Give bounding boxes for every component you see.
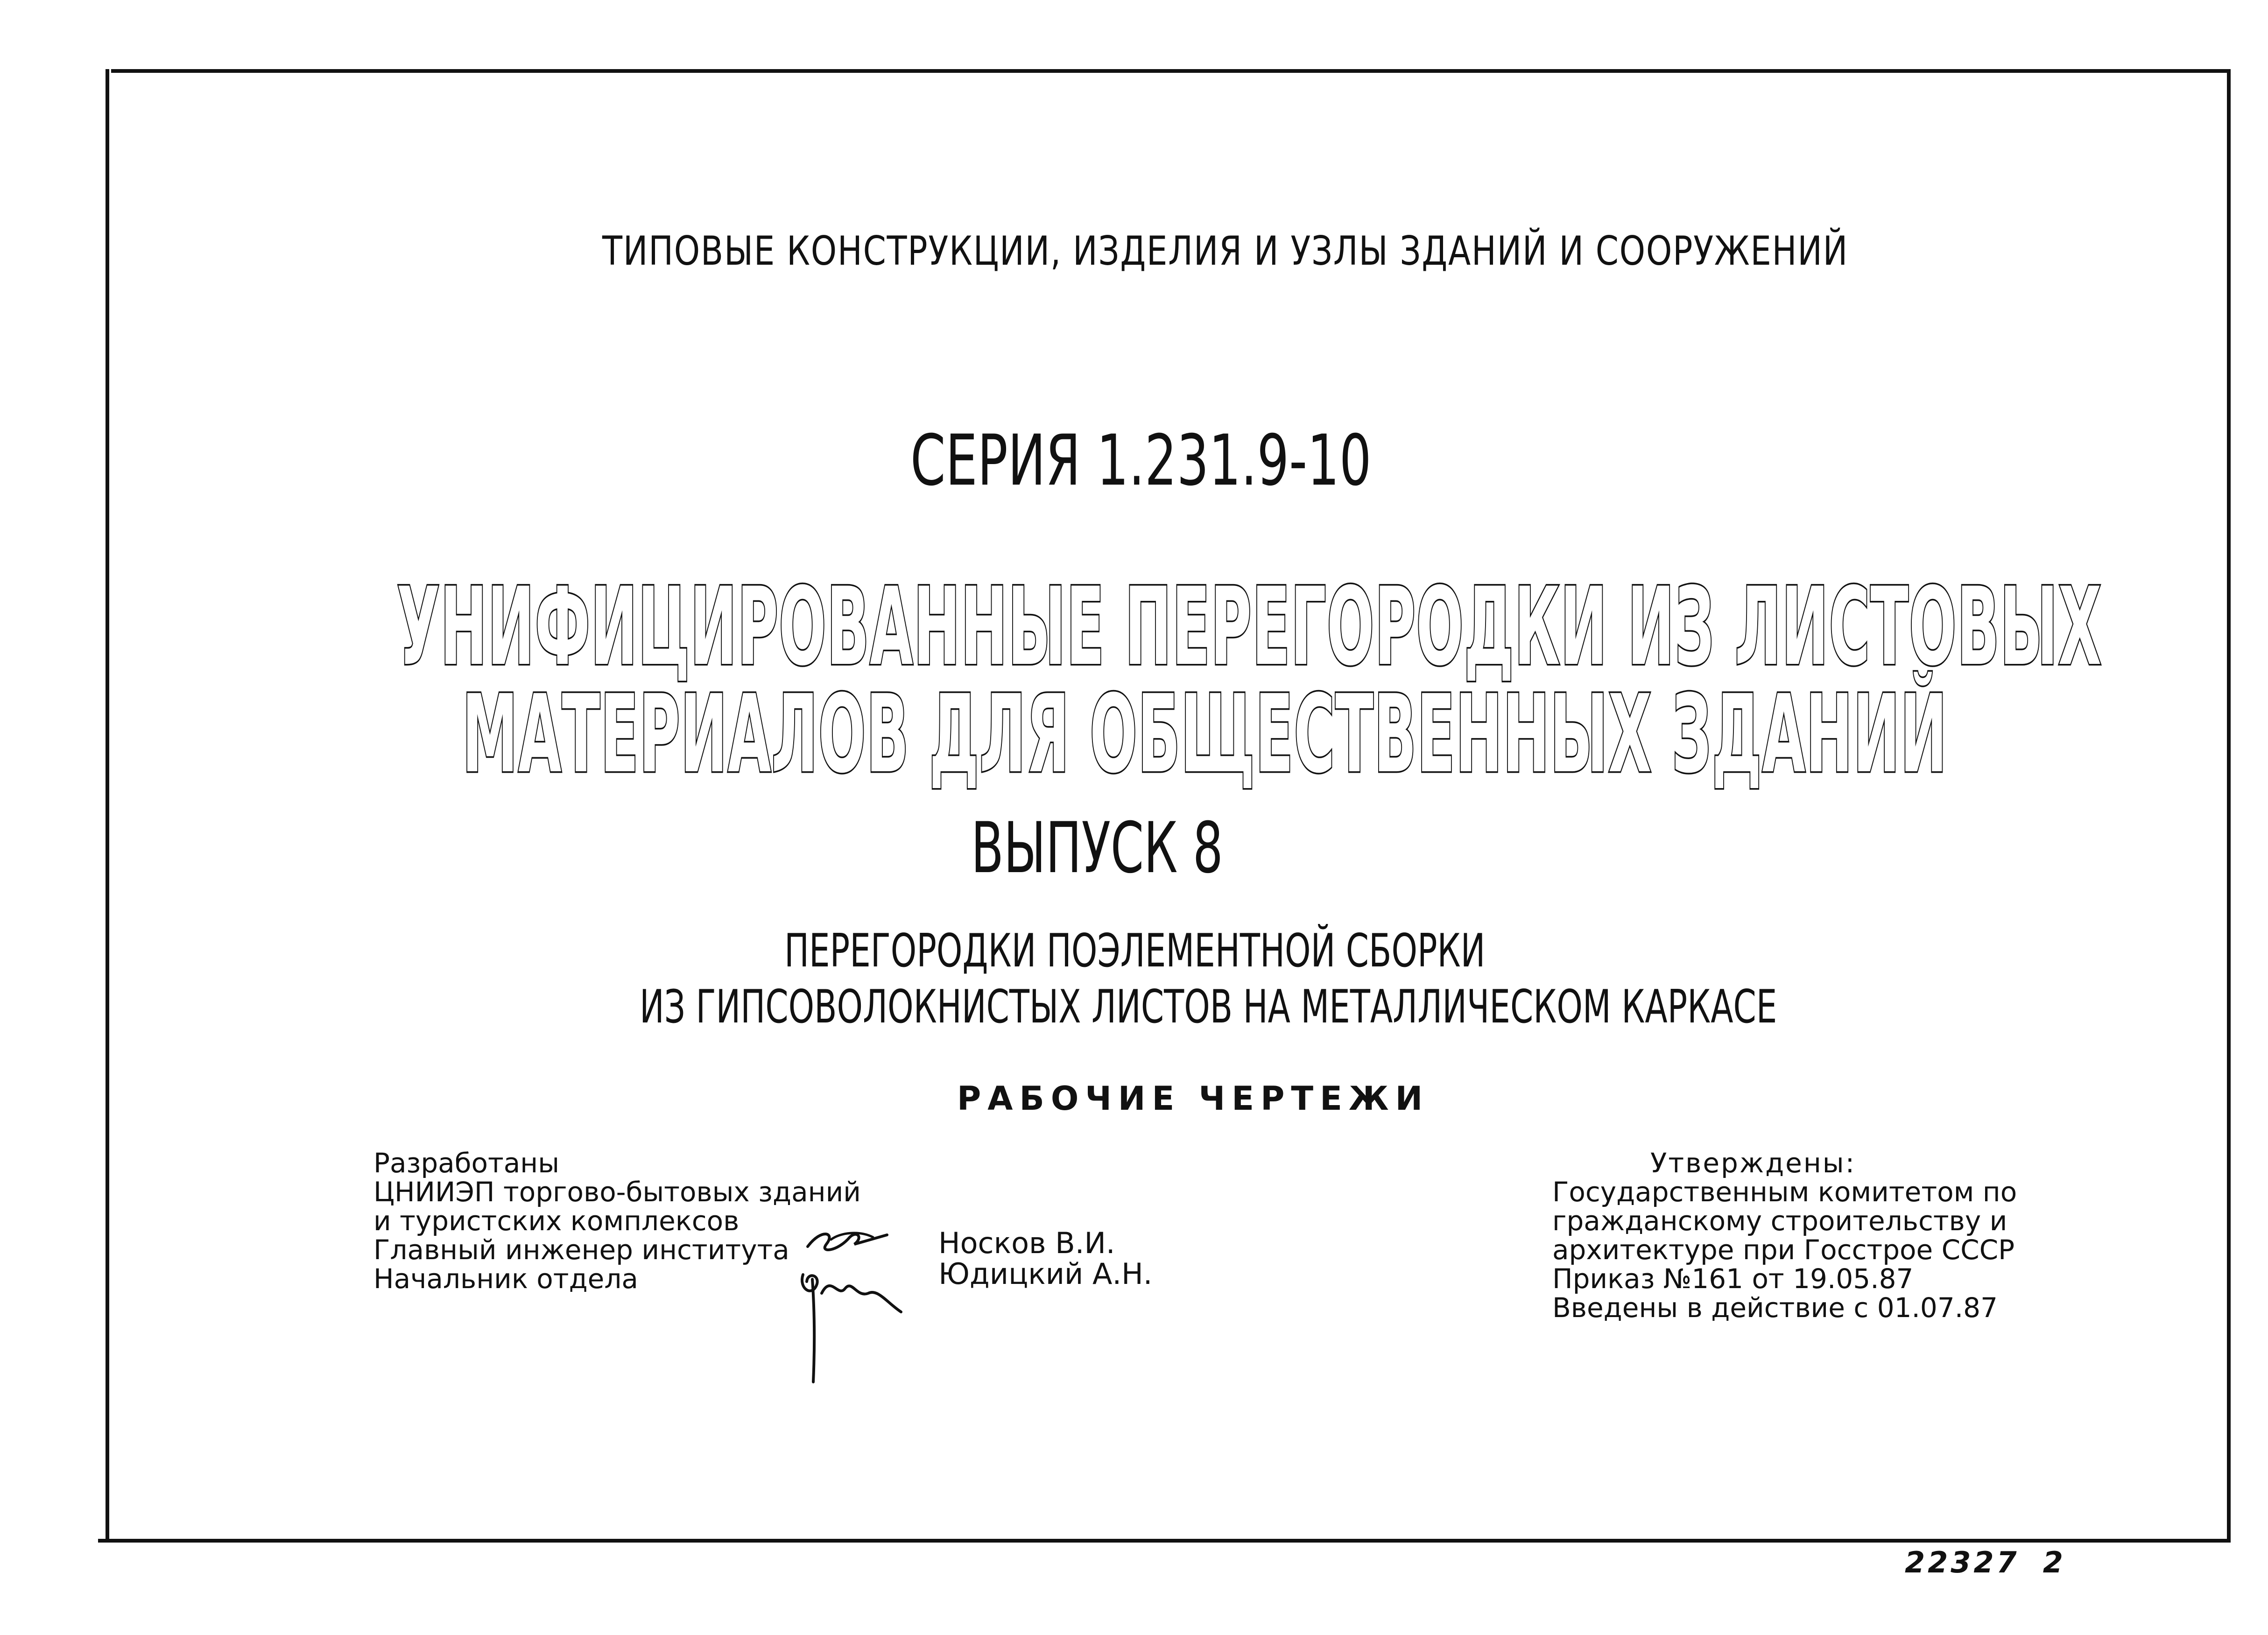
department-head-role: Начальник отдела <box>373 1263 638 1295</box>
developer-label: Разработаны <box>373 1147 560 1179</box>
approval-label: Утверждены: <box>1650 1147 1856 1179</box>
signatures <box>794 1219 934 1387</box>
frame-top-border <box>111 69 2231 73</box>
footer-numbers <box>1905 1545 2066 1579</box>
document-number: 22327 <box>1905 1545 2020 1579</box>
approval-block <box>1552 1149 2017 1322</box>
subtitle-line-1: ПЕРЕГОРОДКИ ПОЭЛЕМЕНТНОЙ СБОРКИ <box>784 924 1486 978</box>
sheet-number: 2 <box>2043 1545 2066 1579</box>
chief-engineer-name: Носков В.И. <box>938 1226 1115 1260</box>
developer-org-line-1: ЦНИИЭП торгово-бытовых зданий <box>373 1176 861 1208</box>
chief-engineer-role: Главный инженер института <box>373 1234 789 1266</box>
approval-line-1: Государственным комитетом по <box>1552 1176 2017 1208</box>
approval-order: Приказ №161 от 19.05.87 <box>1552 1263 1914 1295</box>
developer-block <box>373 1149 861 1293</box>
document-type: РАБОЧИЕ ЧЕРТЕЖИ <box>957 1079 1430 1118</box>
subtitle-line-2: ИЗ ГИПСОВОЛОКНИСТЫХ ЛИСТОВ НА МЕТАЛЛИЧЕСКОМ КАРКАСЕ <box>640 980 1777 1034</box>
approval-effective-date: Введены в действие с 01.07.87 <box>1552 1292 1998 1324</box>
series-number: СЕРИЯ 1.231.9-10 <box>910 420 1372 501</box>
category-heading: ТИПОВЫЕ КОНСТРУКЦИИ, ИЗДЕЛИЯ И УЗЛЫ ЗДАНИЙ И СООРУЖЕНИЙ <box>602 228 1849 275</box>
developer-names <box>938 1228 1153 1290</box>
approval-line-3: архитектуре при Госстрое СССР <box>1552 1234 2015 1266</box>
frame-left-border <box>106 69 109 1540</box>
frame-right-border <box>2227 69 2231 1540</box>
department-head-name: Юдицкий А.Н. <box>938 1257 1153 1291</box>
main-title-line-2: МАТЕРИАЛОВ ДЛЯ ОБЩЕСТВЕННЫХ ЗДАНИЙ <box>462 672 1948 797</box>
developer-org-line-2: и туристских комплексов <box>373 1205 740 1237</box>
main-title-line-1: УНИФИЦИРОВАННЫЕ ПЕРЕГОРОДКИ ИЗ ЛИСТОВЫХ <box>397 565 2102 690</box>
issue-number: ВЫПУСК 8 <box>971 808 1223 889</box>
approval-line-2: гражданскому строительству и <box>1552 1205 2007 1237</box>
frame-bottom-border <box>98 1539 2231 1543</box>
